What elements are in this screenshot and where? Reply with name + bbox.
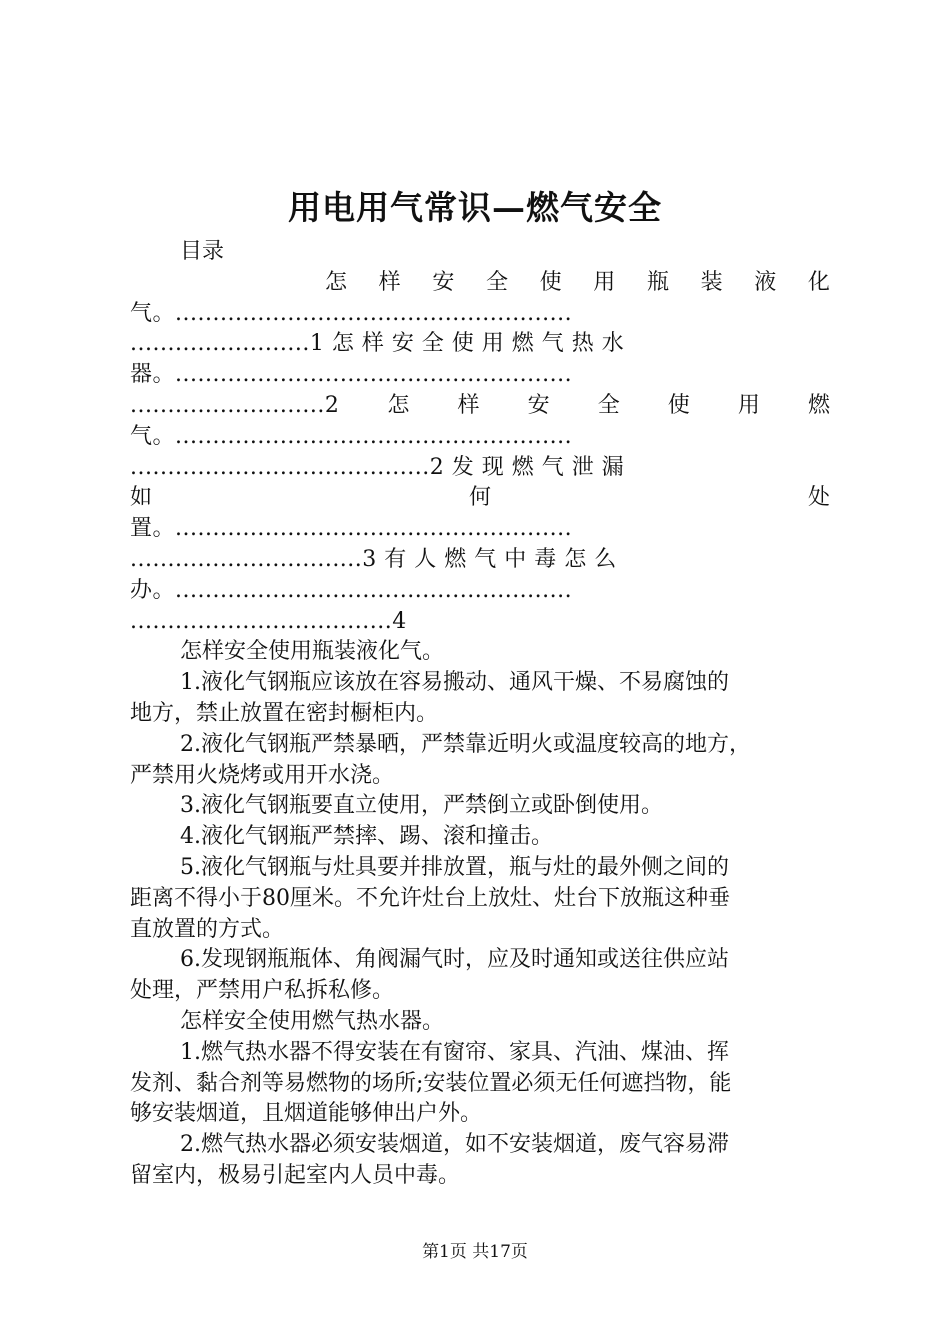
page-title: 用电用气常识—燃气安全 [288, 188, 662, 227]
toc-heading: 目录 [180, 239, 225, 264]
paragraph-continuation-line: 够安装烟道，且烟道能够伸出户外。 [130, 1101, 483, 1127]
paragraph-continuation-line: 地方，禁止放置在密封橱柜内。 [130, 700, 439, 726]
toc-char: 燃 [807, 392, 830, 418]
toc-char: 用 [737, 392, 760, 418]
toc-char: 如 [130, 485, 153, 511]
toc-char: 液 [754, 269, 777, 295]
toc-char: 装 [700, 269, 723, 295]
toc-char: 样 [457, 392, 480, 418]
toc-line: 器。..................................................... [130, 362, 573, 388]
paragraph-continuation-line: 处理，严禁用户私拆私修。 [130, 978, 395, 1004]
section-heading: 怎样安全使用燃气热水器。 [180, 1008, 445, 1034]
paragraph-first-line: 4.液化气钢瓶严禁摔、踢、滚和撞击。 [180, 824, 553, 850]
toc-char: 化 [807, 269, 830, 295]
paragraph-continuation-line: 发剂、黏合剂等易燃物的场所;安装位置必须无任何遮挡物，能 [130, 1070, 732, 1096]
list-item [130, 822, 830, 853]
toc-line: ...............................3 有 人 燃 气 中 毒 怎 么 [130, 546, 617, 572]
list-item [130, 1038, 830, 1130]
toc-char: 使 [539, 269, 562, 295]
list-item [130, 1130, 830, 1192]
toc-entry-spread [130, 391, 830, 422]
toc-char: 用 [593, 269, 616, 295]
toc-line: 气。..................................................... [130, 300, 573, 326]
list-item [130, 730, 830, 792]
paragraph-first-line: 1.液化气钢瓶应该放在容易搬动、通风干燥、不易腐蚀的 [180, 670, 729, 696]
paragraph-first-line: 3.液化气钢瓶要直立使用，严禁倒立或卧倒使用。 [180, 793, 663, 819]
section-items [130, 1038, 830, 1192]
toc-char: 处 [807, 485, 830, 511]
toc-line: 气。..................................................... [130, 423, 573, 449]
paragraph-first-line: 1.燃气热水器不得安装在有窗帘、家具、汽油、煤油、挥 [180, 1039, 729, 1065]
section-heading: 怎样安全使用瓶装液化气。 [180, 639, 445, 665]
toc-entry-spread [130, 483, 830, 514]
toc-char: 安 [527, 392, 550, 418]
paragraph-continuation-line: 留室内，极易引起室内人员中毒。 [130, 1162, 461, 1188]
paragraph-continuation-line: 距离不得小于80厘米。不允许灶台上放灶、灶台下放瓶这种垂 [130, 885, 730, 911]
paragraph-continuation-line: 直放置的方式。 [130, 916, 285, 942]
document-body [130, 237, 830, 1192]
toc-line [130, 391, 830, 422]
list-item [130, 791, 830, 822]
toc-line: 办。..................................................... [130, 577, 573, 603]
toc-char: 全 [485, 269, 508, 295]
list-item [130, 945, 830, 1007]
toc-line: ........................................2 发 现 燃 气 泄 漏 [130, 454, 625, 480]
list-item [130, 853, 830, 945]
page-footer: 第1页 共17页 [422, 1242, 528, 1262]
toc-char: 瓶 [646, 269, 669, 295]
toc-line [130, 483, 830, 514]
toc-line: ...................................4 [130, 608, 407, 634]
toc-line: 置。..................................................... [130, 516, 573, 542]
toc-char: 全 [597, 392, 620, 418]
toc-dots: ..........................2 [130, 392, 340, 418]
paragraph-first-line: 6.发现钢瓶瓶体、角阀漏气时，应及时通知或送往供应站 [180, 947, 729, 973]
list-item [130, 668, 830, 730]
toc-char: 何 [468, 485, 491, 511]
toc-char: 使 [667, 392, 690, 418]
paragraph-first-line: 5.液化气钢瓶与灶具要并排放置，瓶与灶的最外侧之间的 [180, 854, 729, 880]
toc-char: 样 [378, 269, 401, 295]
paragraph-first-line: 2.液化气钢瓶严禁暴晒，严禁靠近明火或温度较高的地方， [180, 731, 751, 757]
toc-line: ........................1 怎 样 安 全 使 用 燃 气 热 水 [130, 331, 625, 357]
paragraph-continuation-line: 严禁用火烧烤或用开水浇。 [130, 762, 395, 788]
section-items [130, 668, 830, 1007]
toc-entry-spread [325, 268, 830, 299]
paragraph-first-line: 2.燃气热水器必须安装烟道，如不安装烟道，废气容易滞 [180, 1132, 729, 1158]
toc-char: 怎 [325, 269, 348, 295]
toc-line [130, 268, 830, 299]
toc-char: 安 [432, 269, 455, 295]
toc-char: 怎 [387, 392, 410, 418]
